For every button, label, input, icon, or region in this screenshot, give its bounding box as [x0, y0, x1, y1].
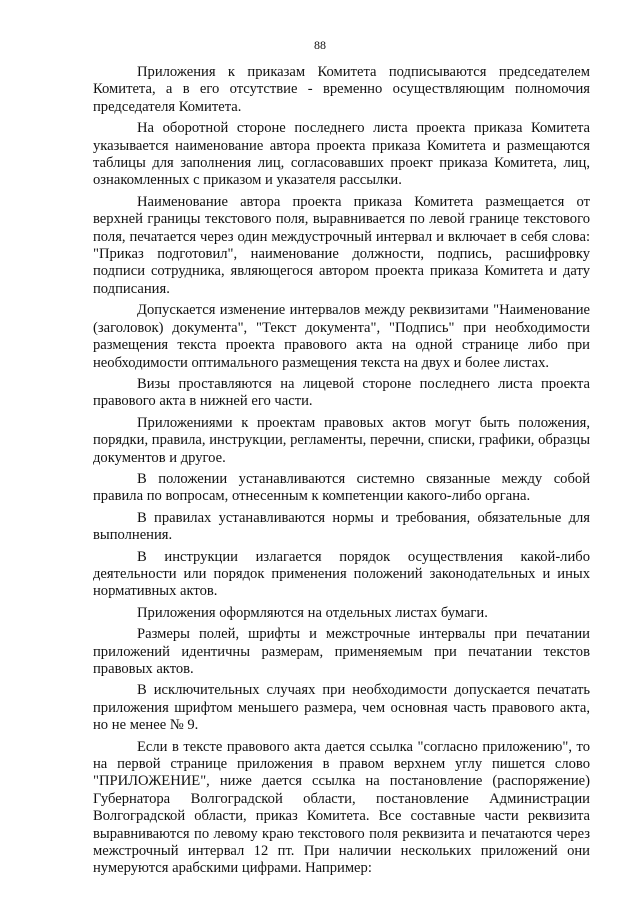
- paragraph: Если в тексте правового акта дается ссылка "согласно приложению", то на первой странице приложения в правом верхнем углу пишется слово "ПРИЛОЖЕНИЕ", ниже дается ссылка на постановление (распоряжение) Губернатора Волгоградской области, постановление Администрации Волгоградской области, приказ Комитета. Все составные части реквизита выравниваются по левому краю текстового поля реквизита и печатаются через межстрочный интервал 12 пт. При наличии нескольких приложений они нумеруются арабскими цифрами. Например:: [93, 738, 590, 877]
- paragraph: Приложения оформляются на отдельных листах бумаги.: [137, 604, 488, 621]
- paragraph: В инструкции излагается порядок осуществления какой-либо деятельности или порядок применения положений законодательных и иных нормативных актов.: [93, 548, 590, 600]
- page-number: 88: [314, 38, 326, 52]
- paragraph: Допускается изменение интервалов между реквизитами "Наименование (заголовок) документа", "Текст документа", "Подпись" при необходимости размещения текста проекта правового акта на одной странице либо при необходимости оптимального размещения текста на двух и более листах.: [93, 302, 590, 371]
- paragraph: Наименование автора проекта приказа Комитета размещается от верхней границы текстового поля, выравнивается по левой границе текстового поля, печатается через один междустрочный интервал и включает в себя слова: "Приказ подготовил", наименование должности, подпись, расшифровку подписи сотрудника, являющегося автором проекта приказа Комитета и дату подписания.: [93, 193, 590, 297]
- paragraph: Приложениями к проектам правовых актов могут быть положения, порядки, правила, инструкции, регламенты, перечни, списки, графики, образцы документов и другое.: [93, 414, 590, 466]
- paragraph: В исключительных случаях при необходимости допускается печатать приложения шрифтом меньшего размера, чем основная часть правового акта, но не менее № 9.: [93, 682, 590, 734]
- paragraph: В правилах устанавливаются нормы и требования, обязательные для выполнения.: [93, 509, 590, 544]
- paragraph: Визы проставляются на лицевой стороне последнего листа проекта правового акта в нижней его части.: [93, 375, 590, 410]
- paragraph: В положении устанавливаются системно связанные между собой правила по вопросам, отнесенным к компетенции какого-либо органа.: [93, 470, 590, 505]
- paragraph: Приложения к приказам Комитета подписываются председателем Комитета, а в его отсутствие - временно осуществляющим полномочия председателя Комитета.: [93, 64, 590, 115]
- paragraph: Размеры полей, шрифты и межстрочные интервалы при печатании приложений идентичны размерам, применяемым при печатании текстов правовых актов.: [93, 626, 590, 677]
- document-body: [93, 64, 590, 882]
- paragraph: На оборотной стороне последнего листа проекта приказа Комитета указывается наименование автора проекта приказа Комитета и размещаются таблицы для заполнения лиц, согласовавших проект приказа Комитета, лиц, ознакомленных с приказом и указателя рассылки.: [93, 120, 590, 189]
